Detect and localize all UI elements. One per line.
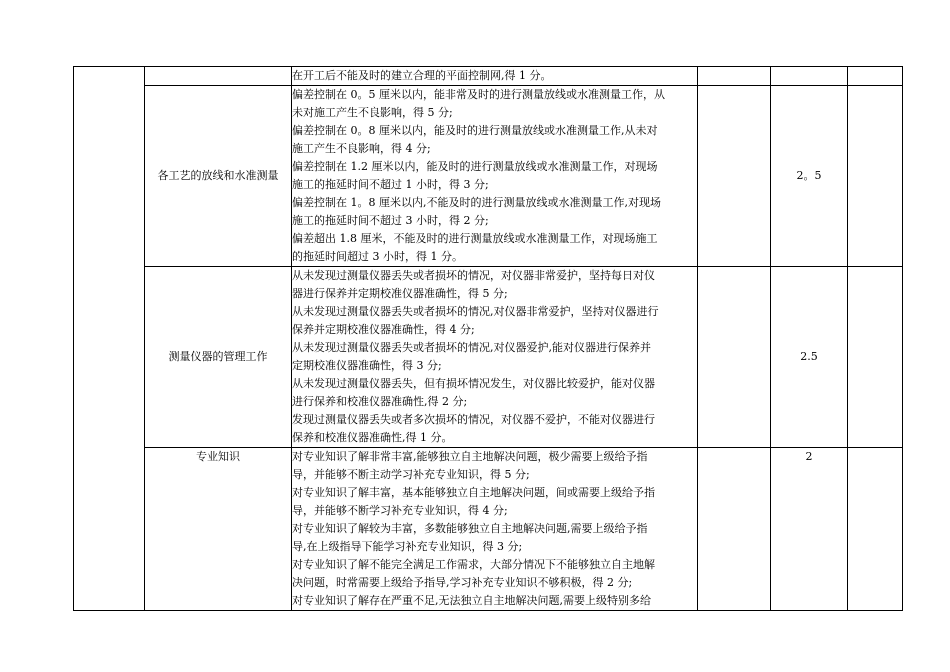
table-row bbox=[74, 67, 903, 86]
criteria-line: 从未发现过测量仪器丢失或者损坏的情况,对仪器非常爱护，坚持对仪器进行 bbox=[292, 305, 659, 318]
blank-cell bbox=[848, 267, 903, 448]
score-cell bbox=[771, 267, 848, 448]
criteria-cell bbox=[292, 86, 698, 267]
criteria-line: 保养和校准仪器准确性,得 1 分。 bbox=[292, 431, 453, 444]
blank-cell bbox=[848, 448, 903, 611]
category-cell bbox=[74, 67, 145, 611]
item-label: 测量仪器的管理工作 bbox=[168, 350, 268, 363]
criteria-cell bbox=[292, 67, 698, 86]
criteria-line: 进行保养和校准仪器准确性,得 2 分; bbox=[292, 395, 468, 408]
score-value: 2.5 bbox=[800, 350, 818, 363]
criteria-line: 从未发现过测量仪器丢失或者损坏的情况,对仪器爱护,能对仪器进行保养并 bbox=[292, 341, 651, 354]
item-cell bbox=[145, 448, 292, 611]
criteria-line: 未对施工产生不良影响，得 5 分; bbox=[292, 106, 453, 119]
criteria-line: 发现过测量仪器丢失或者多次损坏的情况，对仪器不爱护，不能对仪器进行 bbox=[292, 413, 655, 426]
table-row bbox=[74, 448, 903, 611]
criteria-cell bbox=[292, 448, 698, 611]
item-cell bbox=[145, 67, 292, 86]
score-value: 2。5 bbox=[796, 169, 822, 182]
criteria-line: 偏差控制在 0。5 厘米以内，能非常及时的进行测量放线或水准测量工作，从 bbox=[292, 88, 665, 101]
criteria-line: 对专业知识了解较为丰富，多数能够独立自主地解决问题,需要上级给予指 bbox=[292, 522, 648, 535]
blank-cell bbox=[698, 267, 771, 448]
item-cell bbox=[145, 267, 292, 448]
blank-cell bbox=[848, 67, 903, 86]
item-label: 专业知识 bbox=[196, 450, 240, 463]
blank-cell bbox=[698, 67, 771, 86]
blank-cell bbox=[848, 86, 903, 267]
criteria-line: 偏差超出 1.8 厘米，不能及时的进行测量放线或水准测量工作，对现场施工 bbox=[292, 232, 658, 245]
score-cell bbox=[771, 86, 848, 267]
criteria-line: 偏差控制在 1.2 厘米以内，能及时的进行测量放线或水准测量工作，对现场 bbox=[292, 160, 658, 173]
criteria-line: 导，并能够不断主动学习补充专业知识，得 5 分; bbox=[292, 468, 530, 481]
criteria-line: 施工的拖延时间不超过 3 小时，得 2 分; bbox=[292, 214, 489, 227]
criteria-line: 导,在上级指导下能学习补充专业知识，得 3 分; bbox=[292, 540, 523, 553]
criteria-line: 施工产生不良影响，得 4 分; bbox=[292, 142, 431, 155]
criteria-line: 决问题，时常需要上级给予指导,学习补充专业知识不够积极，得 2 分; bbox=[292, 576, 633, 589]
blank-cell bbox=[698, 86, 771, 267]
evaluation-table bbox=[73, 66, 903, 611]
criteria-line: 定期校准仪器准确性，得 3 分; bbox=[292, 359, 442, 372]
criteria-line: 对专业知识了解非常丰富,能够独立自主地解决问题，极少需要上级给予指 bbox=[292, 450, 648, 463]
criteria-cell bbox=[292, 267, 698, 448]
criteria-line: 从未发现过测量仪器丢失或者损坏的情况，对仪器非常爱护，坚持每日对仪 bbox=[292, 269, 655, 282]
score-cell bbox=[771, 448, 848, 611]
item-label: 各工艺的放线和水准测量 bbox=[157, 169, 279, 182]
item-cell bbox=[145, 86, 292, 267]
criteria-line: 施工的拖延时间不超过 1 小时，得 3 分; bbox=[292, 178, 489, 191]
table-row bbox=[74, 267, 903, 448]
criteria-line: 保养并定期校准仪器准确性，得 4 分; bbox=[292, 323, 475, 336]
criteria-line: 的拖延时间超过 3 小时，得 1 分。 bbox=[292, 250, 463, 263]
criteria-line: 导，并能够不断学习补充专业知识，得 4 分; bbox=[292, 504, 508, 517]
criteria-line: 从未发现过测量仪器丢失，但有损坏情况发生，对仪器比较爱护，能对仪器 bbox=[292, 377, 655, 390]
score-cell bbox=[771, 67, 848, 86]
criteria-line: 对专业知识了解丰富，基本能够独立自主地解决问题，间或需要上级给予指 bbox=[292, 486, 655, 499]
table-row bbox=[74, 86, 903, 267]
criteria-line: 在开工后不能及时的建立合理的平面控制网,得 1 分。 bbox=[292, 69, 552, 82]
criteria-line: 对专业知识了解存在严重不足,无法独立自主地解决问题,需要上级特别多给 bbox=[292, 594, 651, 607]
criteria-line: 器进行保养并定期校准仪器准确性，得 5 分; bbox=[292, 287, 508, 300]
criteria-line: 对专业知识了解不能完全满足工作需求，大部分情况下不能够独立自主地解 bbox=[292, 558, 655, 571]
score-value: 2 bbox=[805, 450, 813, 463]
blank-cell bbox=[698, 448, 771, 611]
criteria-line: 偏差控制在 1。8 厘米以内,不能及时的进行测量放线或水准测量工作,对现场 bbox=[292, 196, 661, 209]
criteria-line: 偏差控制在 0。8 厘米以内，能及时的进行测量放线或水准测量工作,从未对 bbox=[292, 124, 658, 137]
